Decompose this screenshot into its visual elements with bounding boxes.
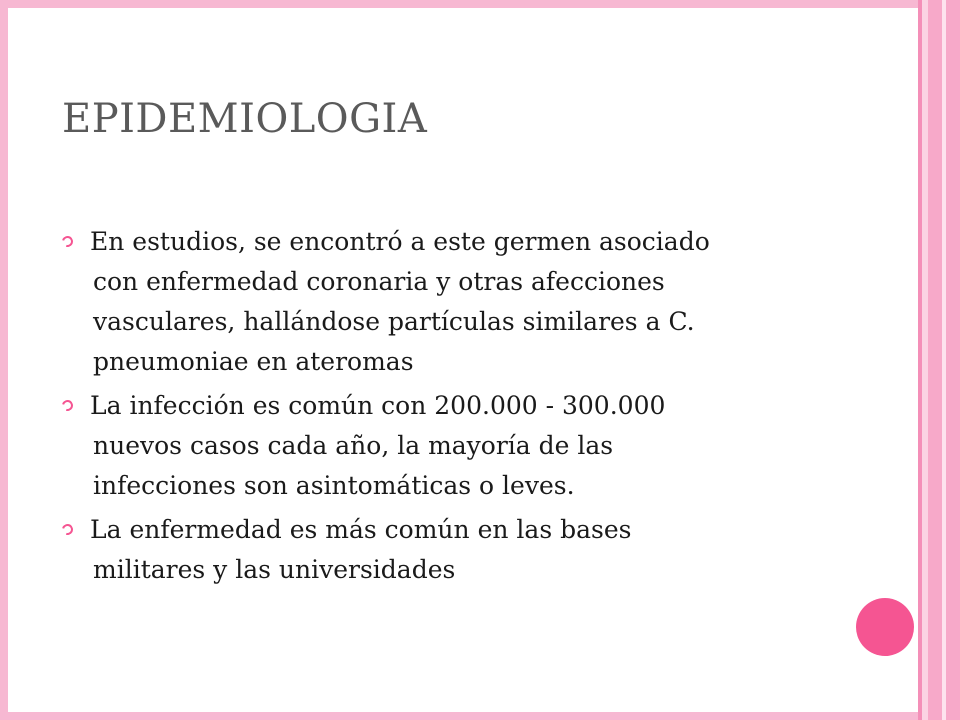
bullet-item: [62, 222, 822, 382]
bullet-line: con enfermedad coronaria y otras afecciones: [93, 267, 665, 296]
pink-circle-icon: [856, 598, 914, 656]
bullet-line: vasculares, hallándose partículas similares a C.: [93, 307, 695, 336]
bullet-line: En estudios, se encontró a este germen asociado: [90, 227, 710, 256]
right-stripes-decoration: [918, 0, 960, 720]
frame-left-border: [0, 0, 8, 720]
stripe: [946, 0, 960, 720]
open-circle-bullet-icon: [60, 398, 75, 413]
bullet-item: [62, 510, 822, 590]
bullet-line: La enfermedad es más común en las bases: [90, 515, 632, 544]
bullet-line: pneumoniae en ateromas: [93, 347, 414, 376]
bullet-item: [62, 386, 822, 506]
bullet-line: militares y las universidades: [93, 555, 456, 584]
bullet-line: infecciones son asintomáticas o leves.: [93, 471, 575, 500]
bullet-list: [62, 222, 822, 594]
bullet-line: La infección es común con 200.000 - 300.000: [90, 391, 666, 420]
open-circle-bullet-icon: [60, 234, 75, 249]
frame-top-border: [0, 0, 920, 8]
frame-bottom-border: [0, 712, 920, 720]
bullet-line: nuevos casos cada año, la mayoría de las: [93, 431, 614, 460]
slide-title: EPIDEMIOLOGIA: [62, 96, 428, 142]
open-circle-bullet-icon: [60, 522, 75, 537]
stripe: [928, 0, 942, 720]
